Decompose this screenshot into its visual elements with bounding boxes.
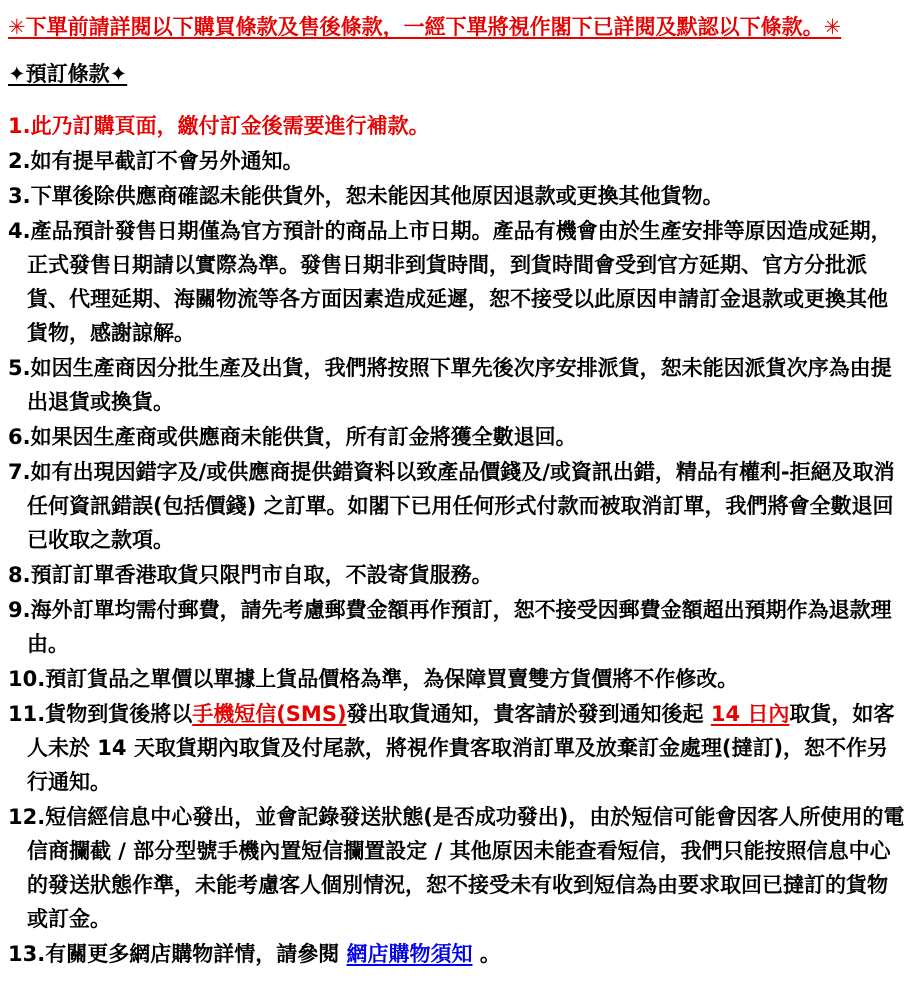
text-segment: 海外訂單均需付郵費，請先考慮郵費金額再作預訂，恕不接受因郵費金額超出預期作為退款理由。 xyxy=(27,598,892,656)
text-segment: 發出取貨通知，貴客請於發到通知後起 xyxy=(346,702,711,726)
section-heading-row xyxy=(8,60,905,88)
terms-item-6 xyxy=(8,420,905,454)
text-segment: 如有出現因錯字及/或供應商提供錯資料以致產品價錢及/或資訊出錯，精品有權利-拒絕及取消任何資訊錯誤(包括價錢) 之訂單。如閣下已用任何形式付款而被取消訂單，我們將會全數退回已收取之款項。 xyxy=(27,460,895,552)
text-segment: 。 xyxy=(472,942,501,966)
item-number: 11. xyxy=(8,702,46,726)
shop-notice-link[interactable]: 網店購物須知 xyxy=(346,942,473,966)
terms-item-3 xyxy=(8,179,905,213)
item-number: 9. xyxy=(8,598,31,622)
terms-item-4 xyxy=(8,214,905,350)
item-number: 2. xyxy=(8,149,31,173)
item-number: 10. xyxy=(8,667,46,691)
text-segment: 此乃訂購頁面，繳付訂金後需要進行補款。 xyxy=(30,114,430,138)
text-segment: 如果因生產商或供應商未能供貨，所有訂金將獲全數退回。 xyxy=(30,425,577,449)
text-segment: 短信經信息中心發出，並會記錄發送狀態(是否成功發出)，由於短信可能會因客人所使用的電信商攔截 / 部分型號手機內置短信攔置設定 / 其他原因未能查看短信，我們只能按照信息中心的發送狀態作準，未能考慮客人個別情況，恕不接受未有收到短信為由要求取回已撻訂的貨物或訂金。 xyxy=(27,805,905,931)
item-number: 4. xyxy=(8,219,31,243)
text-segment: 貨物到貨後將以 xyxy=(45,702,193,726)
terms-item-11 xyxy=(8,697,905,799)
terms-item-10 xyxy=(8,662,905,696)
item-number: 1. xyxy=(8,114,31,138)
item-number: 8. xyxy=(8,563,31,587)
terms-item-9 xyxy=(8,593,905,661)
text-segment: 預訂貨品之單價以單據上貨品價格為準，為保障買賣雙方貨價將不作修改。 xyxy=(45,667,739,691)
terms-item-7 xyxy=(8,455,905,557)
text-segment: 如因生產商因分批生產及出貨，我們將按照下單先後次序安排派貨，恕未能因派貨次序為由提出退貨或換貨。 xyxy=(27,356,892,414)
terms-list xyxy=(8,109,905,971)
text-segment: 預訂訂單香港取貨只限門市自取，不設寄貨服務。 xyxy=(30,563,493,587)
pickup-deadline-highlight: 14 日內 xyxy=(710,702,790,726)
text-segment: 如有提早截訂不會另外通知。 xyxy=(30,149,304,173)
text-segment: 下單後除供應商確認未能供貨外，恕未能因其他原因退款或更換其他貨物。 xyxy=(30,184,724,208)
terms-item-5 xyxy=(8,351,905,419)
item-number: 5. xyxy=(8,356,31,380)
terms-item-1 xyxy=(8,109,905,143)
section-heading: ✦預訂條款✦ xyxy=(8,62,128,86)
item-number: 12. xyxy=(8,805,46,829)
text-segment: 有關更多網店購物詳情，請參閱 xyxy=(45,942,347,966)
terms-item-13 xyxy=(8,937,905,971)
terms-item-8 xyxy=(8,558,905,592)
notice-banner: ✳下單前請詳閱以下購買條款及售後條款，一經下單將視作閣下已詳閱及默認以下條款。✳ xyxy=(8,15,842,39)
item-number: 13. xyxy=(8,942,46,966)
terms-item-2 xyxy=(8,144,905,178)
text-segment: 取貨，如客人未於 14 天取貨期內取貨及付尾款，將視作貴客取消訂單及放棄訂金處理(撻訂)，恕不作另行通知。 xyxy=(27,702,895,794)
item-number: 7. xyxy=(8,460,31,484)
item-number: 6. xyxy=(8,425,31,449)
text-segment: 產品預計發售日期僅為官方預計的商品上市日期。產品有機會由於生產安排等原因造成延期，正式發售日期請以實際為準。發售日期非到貨時間，到貨時間會受到官方延期、官方分批派貨、代理延期、海關物流等各方面因素造成延遲，恕不接受以此原因申請訂金退款或更換其他貨物，感謝諒解。 xyxy=(27,219,892,345)
sms-notice-highlight: 手機短信(SMS) xyxy=(192,702,347,726)
item-number: 3. xyxy=(8,184,31,208)
terms-item-12 xyxy=(8,800,905,936)
